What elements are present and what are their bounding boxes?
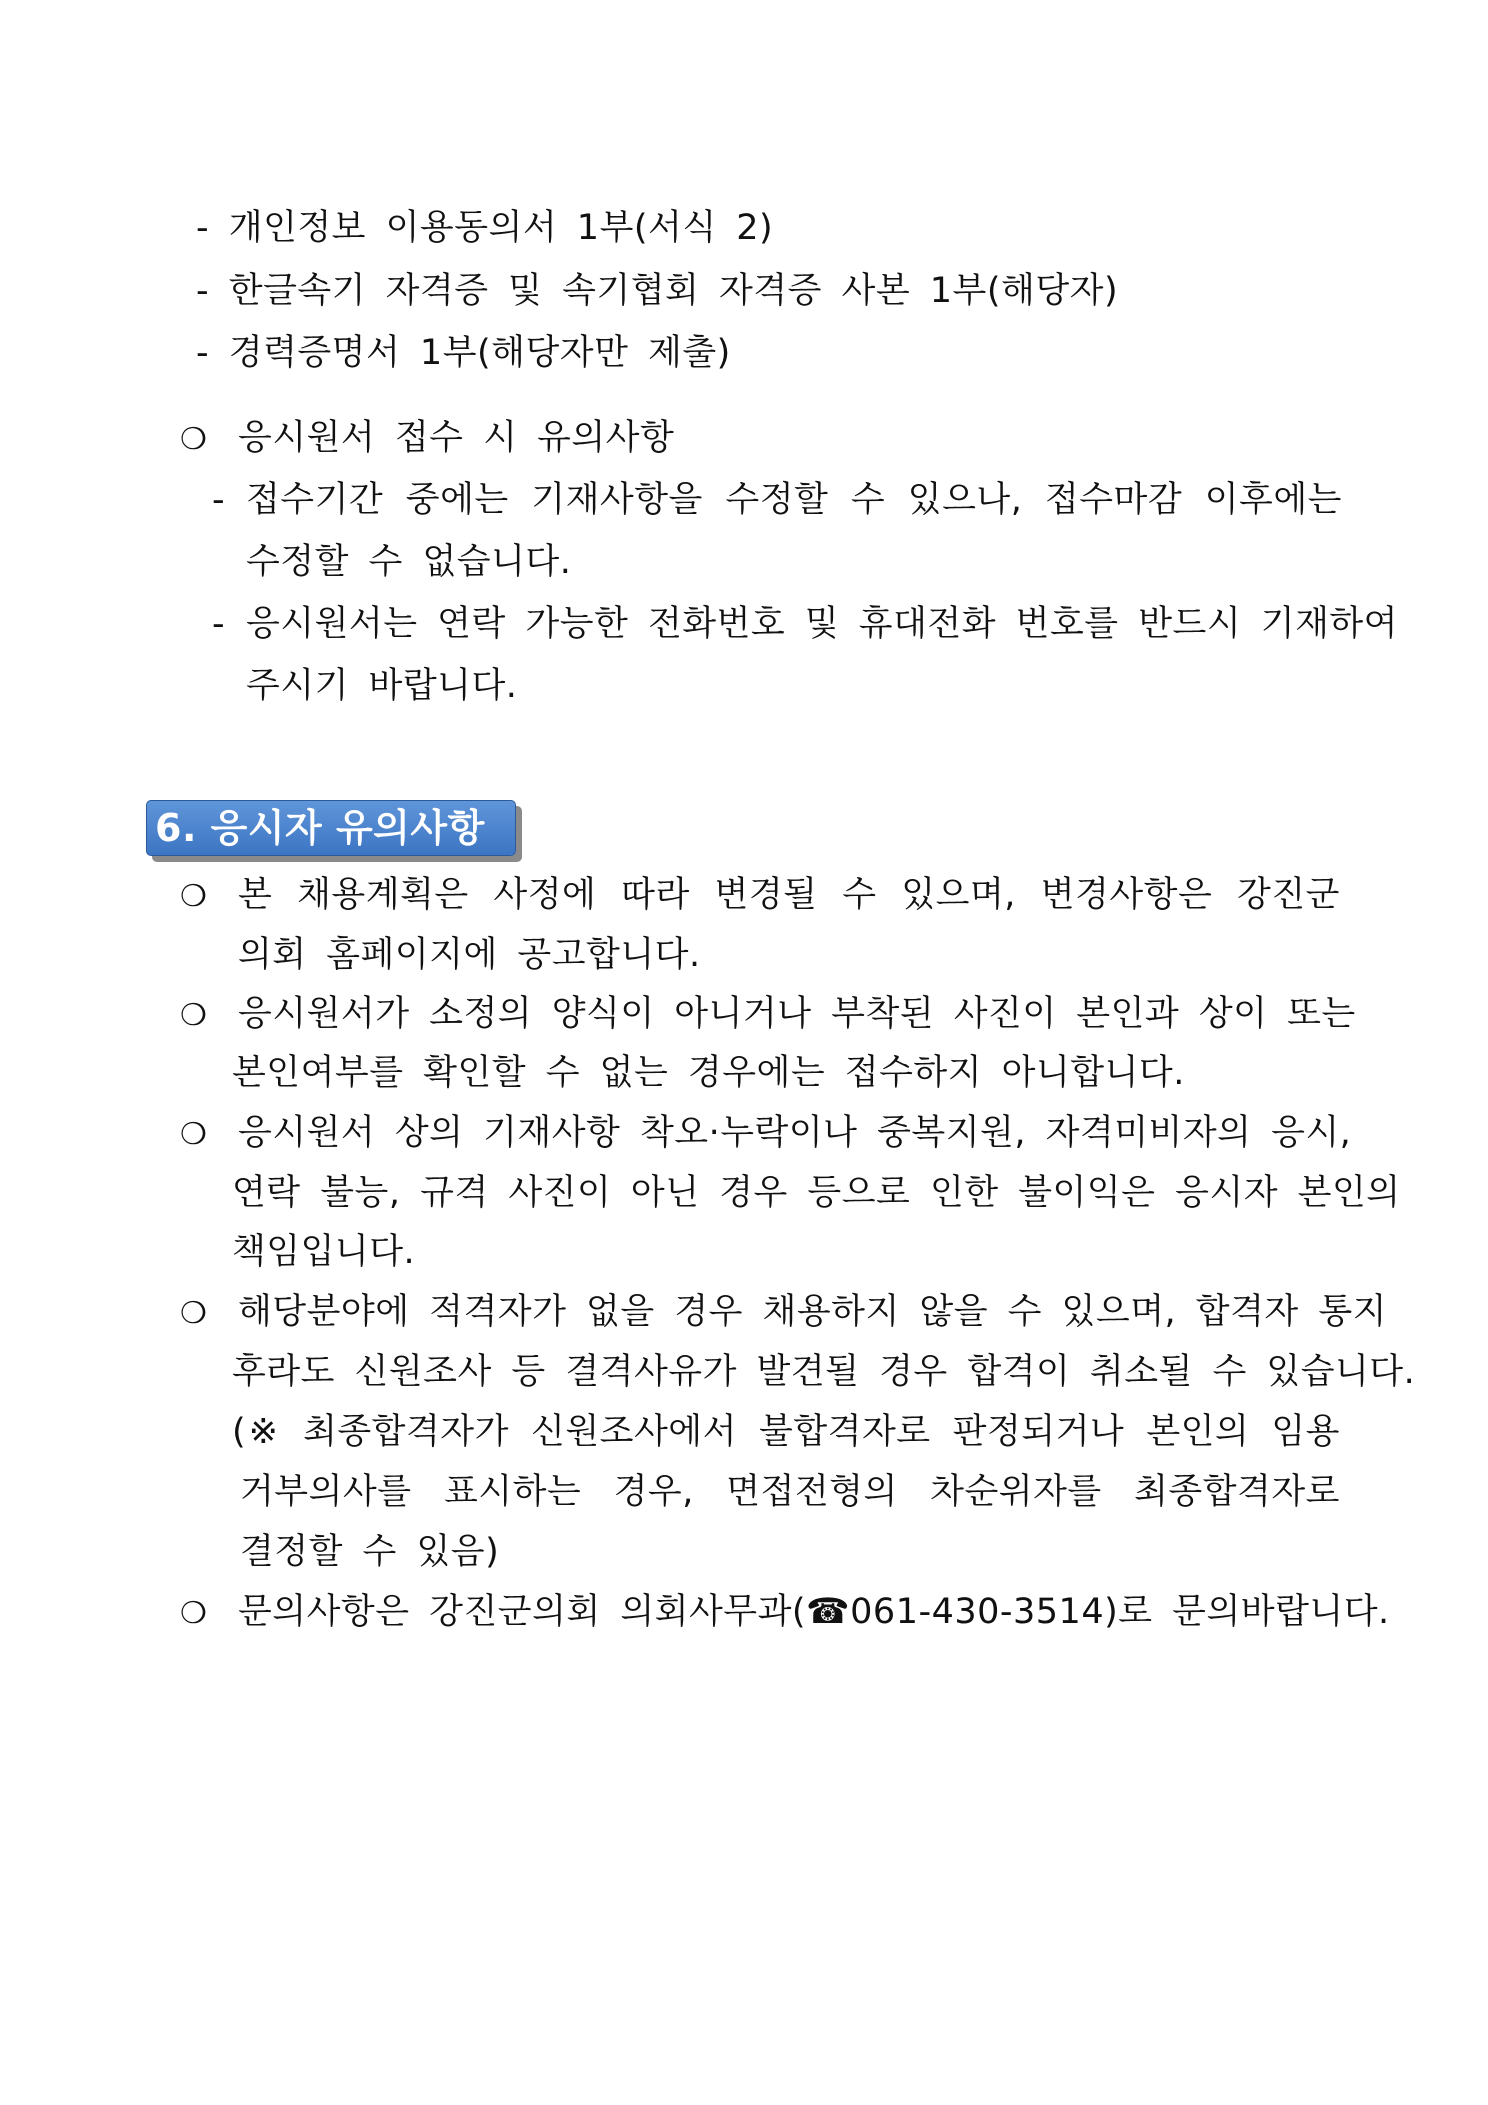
bullet-circle-icon: ❍: [180, 879, 208, 914]
bullet-circle-icon: ❍: [180, 1296, 208, 1331]
notice-note-line-2: 거부의사를 표시하는 경우, 면접전형의 차순위자를 최종합격자로: [240, 1472, 1340, 1512]
reception-title: 응시원서 접수 시 유의사항: [238, 418, 675, 458]
notice-item-1-line-1: ❍ 본 채용계획은 사정에 따라 변경될 수 있으며, 변경사항은 강진군: [180, 873, 1340, 919]
list-item-consent-form: - 개인정보 이용동의서 1부(서식 2): [196, 208, 774, 248]
section-6-heading-text: 6. 응시자 유의사항: [155, 806, 485, 850]
reception-item-2-line-2: 주시기 바랍니다.: [246, 666, 518, 706]
bullet-circle-icon: ❍: [180, 422, 208, 457]
notice-item-3-line-2: 연락 불능, 규격 사진이 아닌 경우 등으로 인한 불이익은 응시자 본인의: [232, 1173, 1401, 1213]
bullet-circle-icon: ❍: [180, 998, 208, 1033]
notice-item-1-line-2: 의회 홈페이지에 공고합니다.: [238, 935, 701, 975]
list-item-certificate-copy: - 한글속기 자격증 및 속기협회 자격증 사본 1부(해당자): [196, 271, 1119, 311]
notice-item-2-line-1: ❍ 응시원서가 소정의 양식이 아니거나 부착된 사진이 본인과 상이 또는: [180, 992, 1340, 1038]
reception-item-1-line-1: - 접수기간 중에는 기재사항을 수정할 수 있으나, 접수마감 이후에는: [212, 480, 1342, 520]
reception-item-1-line-2: 수정할 수 없습니다.: [246, 542, 572, 582]
notice-note-line-3: 결정할 수 있음): [240, 1532, 500, 1572]
notice-item-3-line-1: ❍ 응시원서 상의 기재사항 착오·누락이나 중복지원, 자격미비자의 응시,: [180, 1111, 1340, 1157]
list-item-career-certificate: - 경력증명서 1부(해당자만 제출): [196, 333, 731, 373]
notice-item-4-line-1: ❍ 해당분야에 적격자가 없을 경우 채용하지 않을 수 있으며, 합격자 통지: [180, 1290, 1340, 1336]
dash-marker: -: [212, 604, 226, 644]
bullet-circle-icon: ❍: [180, 1117, 208, 1152]
notice-item-3-line-3: 책임입니다.: [232, 1232, 416, 1272]
dash-marker: -: [212, 480, 226, 520]
reception-item-2-line-1: - 응시원서는 연락 가능한 전화번호 및 휴대전화 번호를 반드시 기재하여: [212, 604, 1398, 644]
contact-info: 문의사항은 강진군의회 의회사무과(☎061-430-3514)로 문의바랍니다.: [238, 1592, 1390, 1632]
section-6-heading: [146, 800, 516, 856]
notice-item-2-line-2: 본인여부를 확인할 수 없는 경우에는 접수하지 아니합니다.: [232, 1053, 1185, 1093]
bullet-circle-icon: ❍: [180, 1596, 208, 1631]
notice-item-5-line-1: [180, 1590, 1390, 1636]
notice-note-line-1: (※ 최종합격자가 신원조사에서 불합격자로 판정되거나 본인의 임용: [232, 1412, 1340, 1452]
reception-title-line: [180, 416, 674, 462]
notice-item-4-line-2: 후라도 신원조사 등 결격사유가 발견될 경우 합격이 취소될 수 있습니다.: [232, 1352, 1416, 1392]
